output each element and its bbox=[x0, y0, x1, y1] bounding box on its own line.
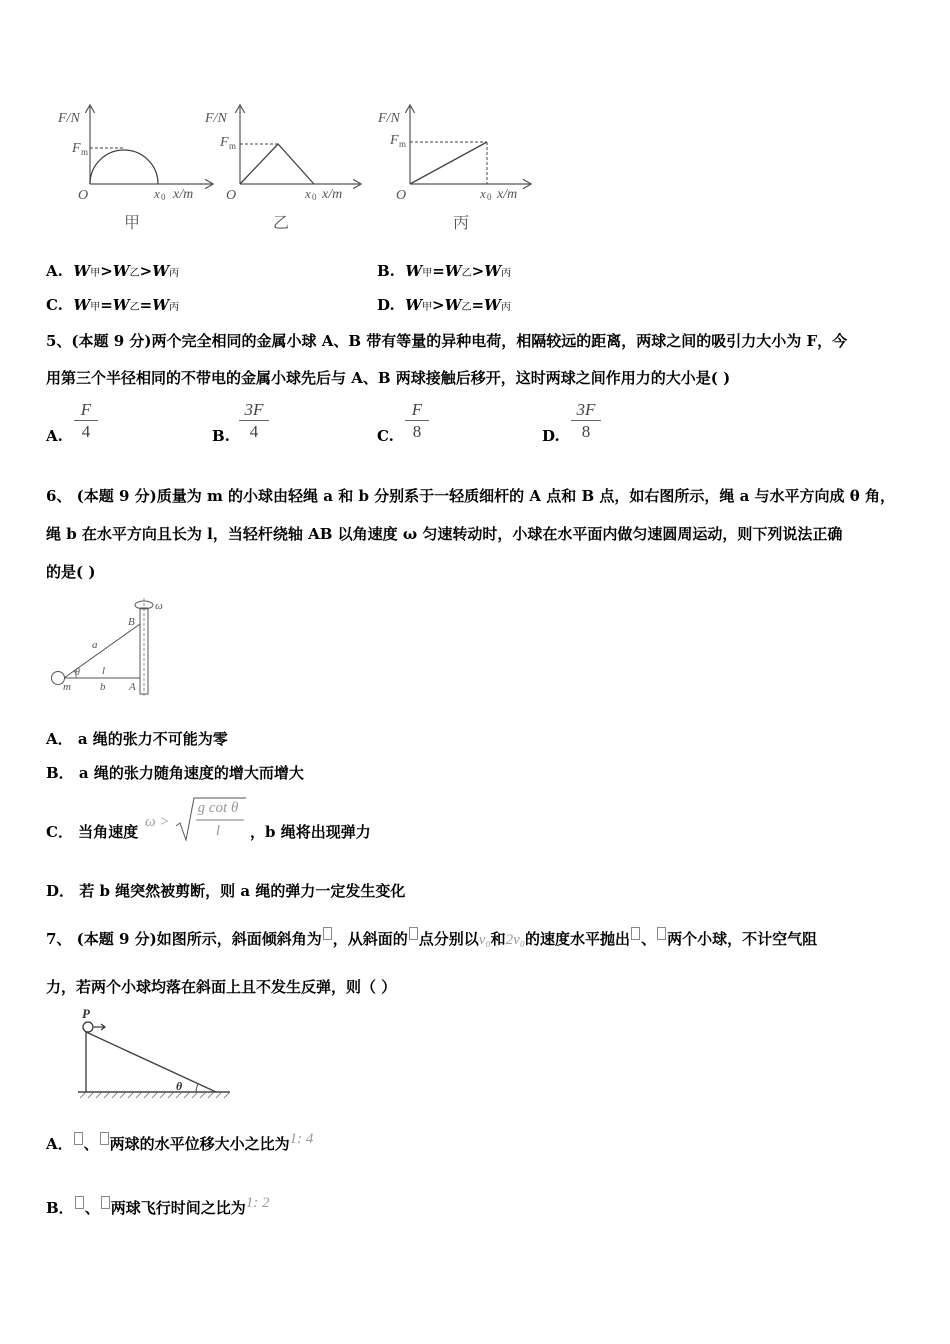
denominator: 8 bbox=[412, 422, 422, 441]
q7-text: 点分别以 bbox=[418, 930, 479, 948]
graph-bing-fm-sub: m bbox=[399, 139, 407, 149]
graph-bing-fm: F bbox=[390, 133, 399, 148]
v0-symbol: v₀ bbox=[478, 932, 491, 948]
missing-glyph bbox=[657, 927, 666, 940]
q4-option-a[interactable] bbox=[46, 262, 179, 280]
operator: > bbox=[471, 262, 485, 280]
graph-yi-fm: F bbox=[220, 135, 229, 150]
sqrt-numerator: g cot θ bbox=[197, 800, 239, 816]
length-l-label: l bbox=[102, 665, 106, 677]
w-symbol: W bbox=[73, 296, 91, 314]
option-text: 两球飞行时间之比为 bbox=[110, 1199, 246, 1217]
w-sub: 乙 bbox=[461, 302, 472, 313]
point-b-label: B bbox=[128, 616, 135, 628]
graph-yi-y-label: F/N bbox=[205, 111, 227, 126]
missing-glyph bbox=[101, 1196, 110, 1209]
q6-option-a[interactable]: A． a 绳的张力不可能为零 bbox=[46, 730, 228, 748]
theta-label: θ bbox=[75, 667, 80, 678]
w-sub: 甲 bbox=[90, 302, 101, 313]
missing-glyph bbox=[409, 927, 418, 940]
w-symbol: W bbox=[444, 296, 462, 314]
numerator: F bbox=[411, 400, 423, 419]
graph-jia-fm: F bbox=[72, 141, 81, 156]
w-symbol: W bbox=[112, 262, 130, 280]
graph-yi-x0: x bbox=[305, 186, 311, 201]
graph-yi-fm-sub: m bbox=[229, 141, 237, 151]
operator: > bbox=[432, 296, 445, 314]
q7-incline-figure bbox=[70, 1006, 240, 1106]
option-letter: B． bbox=[46, 1199, 74, 1217]
missing-glyph bbox=[631, 927, 640, 940]
numerator: 3F bbox=[244, 400, 264, 419]
q7-stem-line-2: 力，若两个小球均落在斜面上且不发生反弹，则（ ） bbox=[46, 978, 397, 996]
graph-bing-caption: 丙 bbox=[453, 215, 470, 232]
q4-option-b[interactable] bbox=[377, 262, 511, 280]
denominator: 8 bbox=[581, 422, 591, 441]
graph-bing-x0: x bbox=[480, 186, 486, 201]
rope-a-label: a bbox=[92, 639, 98, 651]
operator: = bbox=[432, 262, 445, 280]
point-p-label: P bbox=[82, 1006, 90, 1021]
q5-option-d-letter[interactable]: D. bbox=[542, 427, 560, 445]
sqrt-denominator: l bbox=[215, 823, 221, 839]
ratio-value: 1: 4 bbox=[289, 1131, 314, 1147]
missing-glyph bbox=[75, 1196, 84, 1209]
graph-bing bbox=[377, 106, 530, 232]
option-letter: A． bbox=[46, 1135, 73, 1153]
separator: 、 bbox=[83, 1135, 99, 1153]
q5-stem-line-2: 用第三个半径相同的不带电的金属小球先后与 A、B 两球接触后移开，这时两球之间作用力的大小是( ) bbox=[46, 369, 731, 387]
q6-option-b[interactable]: B． a 绳的张力随角速度的增大而增大 bbox=[46, 764, 304, 782]
missing-glyph bbox=[323, 927, 332, 940]
option-letter: D. bbox=[377, 296, 395, 314]
denominator: 4 bbox=[81, 422, 91, 441]
q5-option-c-letter[interactable]: C. bbox=[377, 427, 394, 445]
q6-stem-line-2: 绳 b 在水平方向且长为 l，当轻杆绕轴 AB 以角速度 ω 匀速转动时，小球在水平面内做匀速圆周运动，则下列说法正确 bbox=[46, 525, 843, 543]
graph-jia-x0: x bbox=[154, 186, 160, 201]
graph-jia-caption: 甲 bbox=[124, 215, 141, 232]
graph-bing-origin: O bbox=[396, 188, 407, 203]
q7-text: 、 bbox=[641, 930, 657, 948]
omega-inequality: ω > bbox=[145, 814, 170, 830]
w-sub: 丙 bbox=[169, 302, 180, 313]
operator: > bbox=[100, 262, 113, 280]
q4-option-c[interactable] bbox=[46, 296, 179, 314]
w-symbol: W bbox=[152, 262, 170, 280]
q6-rotating-rod-figure bbox=[44, 596, 184, 700]
graph-yi-caption: 乙 bbox=[273, 215, 290, 232]
q6-option-d[interactable]: D． 若 b 绳突然被剪断，则 a 绳的弹力一定发生变化 bbox=[46, 882, 406, 900]
graph-bing-x0-sub: 0 bbox=[487, 192, 492, 202]
q6-stem-line-3: 的是( ) bbox=[46, 563, 96, 581]
option-letter: C. bbox=[46, 296, 63, 314]
option-text: 两球的水平位移大小之比为 bbox=[109, 1135, 290, 1153]
w-sub: 甲 bbox=[422, 302, 433, 313]
point-a-label: A bbox=[129, 681, 136, 693]
q7-text: 两个小球，不计空气阻 bbox=[667, 930, 818, 948]
w-symbol: W bbox=[112, 296, 130, 314]
q7-text: ，从斜面的 bbox=[332, 930, 408, 948]
graph-bing-x-label: x/m bbox=[497, 187, 518, 202]
separator: 、 bbox=[84, 1199, 100, 1217]
graph-yi-origin: O bbox=[226, 188, 237, 203]
w-symbol: W bbox=[405, 296, 423, 314]
w-sub: 乙 bbox=[129, 302, 140, 313]
w-sub: 甲 bbox=[90, 268, 101, 279]
q4-option-d[interactable] bbox=[377, 296, 511, 314]
w-sub: 乙 bbox=[461, 268, 472, 279]
q7-option-a[interactable] bbox=[46, 1131, 313, 1154]
theta-label: θ bbox=[176, 1079, 183, 1093]
w-symbol: W bbox=[405, 262, 423, 280]
w-symbol: W bbox=[484, 262, 502, 280]
graph-bing-y-label: F/N bbox=[378, 111, 400, 126]
q5-option-b-letter[interactable]: B. bbox=[212, 427, 230, 445]
2v0-symbol: 2v₀ bbox=[505, 932, 526, 948]
graph-yi bbox=[204, 106, 360, 232]
w-sub: 甲 bbox=[422, 268, 433, 279]
w-sub: 丙 bbox=[169, 268, 180, 279]
w-sub: 乙 bbox=[129, 268, 140, 279]
numerator: F bbox=[80, 400, 92, 419]
w-symbol: W bbox=[73, 262, 91, 280]
q6-option-c[interactable] bbox=[46, 821, 138, 842]
q5-stem-line-1: 5、(本题 9 分)两个完全相同的金属小球 A、B 带有等量的异种电荷，相隔较远的距离，两球之间的吸引力大小为 F，今 bbox=[46, 332, 848, 350]
q7-text: 和 bbox=[490, 930, 506, 948]
operator: = bbox=[471, 296, 485, 314]
force-displacement-graphs bbox=[40, 100, 560, 240]
mass-m-label: m bbox=[63, 681, 71, 693]
q5-option-d-fraction[interactable] bbox=[569, 400, 603, 443]
denominator: 4 bbox=[249, 422, 259, 441]
q5-option-b-fraction[interactable] bbox=[237, 400, 271, 443]
operator: > bbox=[139, 262, 153, 280]
w-symbol: W bbox=[444, 262, 462, 280]
q7-text: 7、 (本题 9 分)如图所示，斜面倾斜角为 bbox=[46, 930, 322, 948]
q5-option-a-fraction[interactable] bbox=[72, 400, 100, 443]
q5-option-c-fraction[interactable] bbox=[403, 400, 431, 443]
q7-option-b[interactable] bbox=[46, 1195, 269, 1218]
option-c-suffix: ，b 绳将出现弹力 bbox=[250, 823, 371, 841]
q7-text: 的速度水平抛出 bbox=[525, 930, 631, 948]
missing-glyph bbox=[100, 1132, 109, 1145]
numerator: 3F bbox=[576, 400, 596, 419]
graph-jia-origin: O bbox=[78, 188, 89, 203]
graph-yi-x-label: x/m bbox=[322, 187, 343, 202]
option-c-prefix: C． 当角速度 bbox=[46, 823, 139, 841]
graph-jia-x0-sub: 0 bbox=[161, 192, 166, 202]
operator: = bbox=[139, 296, 153, 314]
q6-stem-line-1: 6、 (本题 9 分)质量为 m 的小球由轻绳 a 和 b 分别系于一轻质细杆的 A 点和 B 点，如右图所示，绳 a 与水平方向成 θ 角， bbox=[46, 487, 895, 505]
graph-jia-y-label: F/N bbox=[58, 111, 80, 126]
operator: = bbox=[100, 296, 113, 314]
rope-b-label: b bbox=[100, 681, 106, 693]
w-symbol: W bbox=[152, 296, 170, 314]
graph-jia-x-label: x/m bbox=[173, 187, 194, 202]
option-letter: B. bbox=[377, 262, 395, 280]
missing-glyph bbox=[74, 1132, 83, 1145]
q5-option-a-letter[interactable]: A. bbox=[46, 427, 63, 445]
graph-jia bbox=[57, 106, 212, 232]
q7-stem-line-1 bbox=[46, 927, 817, 949]
w-sub: 丙 bbox=[501, 268, 512, 279]
graph-yi-x0-sub: 0 bbox=[312, 192, 317, 202]
w-symbol: W bbox=[484, 296, 501, 314]
graph-jia-fm-sub: m bbox=[81, 147, 89, 157]
option-letter: A. bbox=[46, 262, 63, 280]
w-sub: 丙 bbox=[500, 302, 511, 313]
omega-label: ω bbox=[155, 600, 163, 612]
ratio-value: 1: 2 bbox=[245, 1195, 270, 1211]
